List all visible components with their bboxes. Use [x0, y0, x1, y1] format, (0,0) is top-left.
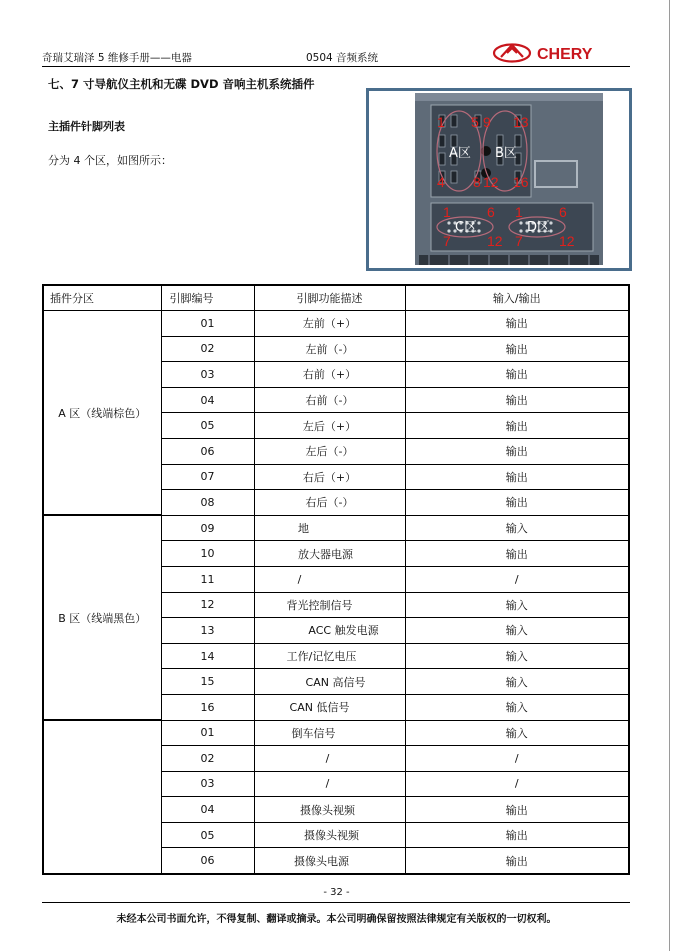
- io-cell: 输出: [405, 541, 629, 567]
- d-label-1: 1: [515, 204, 523, 220]
- page-number: - 32 -: [323, 887, 350, 898]
- pin-description-text: 左后（-）: [305, 445, 354, 459]
- pin-description-cell: [254, 490, 405, 516]
- zone-c-label: C区: [455, 220, 478, 235]
- page-header: [42, 48, 630, 66]
- io-cell: 输入: [405, 618, 629, 644]
- pin-description-cell: [254, 797, 405, 823]
- pin-label-16: 16: [513, 174, 529, 190]
- pin-description-text: 摄像头电源: [294, 854, 349, 868]
- pin-description-text: 倒车信号: [291, 726, 336, 740]
- copyright-footer: 未经本公司书面允许，不得复制、翻译或摘录。本公司明确保留按照法律规定有关版权的一切权利。: [116, 914, 557, 925]
- header-io: 输入/输出: [405, 285, 629, 311]
- pin-number-cell: 02: [161, 336, 254, 362]
- pin-description-cell: [254, 618, 405, 644]
- pin-label-12: 12: [483, 174, 499, 190]
- pin-number-cell: 06: [161, 848, 254, 874]
- pin-description-text: CAN 高信号: [305, 675, 366, 689]
- pin-number-cell: 06: [161, 438, 254, 464]
- pin-label-1: 1: [437, 114, 445, 130]
- pin-number-cell: 12: [161, 592, 254, 618]
- c-label-6: 6: [487, 204, 495, 220]
- pin-description-cell: [254, 438, 405, 464]
- pin-description-text: /: [297, 572, 302, 586]
- pin-number-cell: 05: [161, 413, 254, 439]
- pin-description-cell: [254, 669, 405, 695]
- pin-label-5: 5: [471, 114, 479, 130]
- pin-description-cell: [254, 771, 405, 797]
- pin-number-cell: 09: [161, 515, 254, 541]
- io-cell: 输出: [405, 822, 629, 848]
- pin-description-cell: [254, 566, 405, 592]
- table-row: [43, 311, 629, 337]
- zone-cell: A 区（线端棕色）: [43, 311, 161, 516]
- io-cell: 输出: [405, 438, 629, 464]
- pin-number-cell: 01: [161, 720, 254, 746]
- io-cell: 输入: [405, 643, 629, 669]
- pin-description-text: 左前（+）: [302, 317, 357, 331]
- pin-description-cell: [254, 413, 405, 439]
- zone-cell: [43, 720, 161, 874]
- d-label-12: 12: [559, 233, 575, 249]
- io-cell: 输出: [405, 362, 629, 388]
- pin-label-4: 4: [437, 174, 445, 190]
- io-cell: 输出: [405, 311, 629, 337]
- io-cell: /: [405, 771, 629, 797]
- io-cell: 输入: [405, 592, 629, 618]
- pin-number-cell: 08: [161, 490, 254, 516]
- pin-description-text: 摄像头视频: [304, 829, 359, 843]
- zone-a-label: A区: [449, 146, 471, 161]
- header-rule: [42, 66, 630, 67]
- pin-description-cell: [254, 643, 405, 669]
- pin-number-cell: 13: [161, 618, 254, 644]
- pin-description-cell: [254, 362, 405, 388]
- pin-description-text: 右前（-）: [305, 394, 354, 408]
- pin-description-cell: [254, 822, 405, 848]
- zone-cell: B 区（线端黑色）: [43, 515, 161, 720]
- zone-d-label: D区: [527, 220, 551, 235]
- io-cell: /: [405, 746, 629, 772]
- chery-logo-text: CHERY: [537, 46, 593, 63]
- pin-number-cell: 07: [161, 464, 254, 490]
- pin-number-cell: 14: [161, 643, 254, 669]
- header-chapter: 0504 音频系统: [306, 52, 379, 64]
- footer-rule: [42, 902, 630, 903]
- io-cell: 输出: [405, 490, 629, 516]
- io-cell: 输出: [405, 413, 629, 439]
- section-title: 七、7 寸导航仪主机和无碟 DVD 音响主机系统插件: [48, 77, 315, 91]
- io-cell: 输出: [405, 387, 629, 413]
- pin-description-cell: [254, 336, 405, 362]
- pin-number-cell: 03: [161, 362, 254, 388]
- pin-description-text: 右后（+）: [302, 470, 357, 484]
- io-cell: /: [405, 566, 629, 592]
- pin-number-cell: 04: [161, 797, 254, 823]
- pin-description-cell: [254, 746, 405, 772]
- io-cell: 输出: [405, 336, 629, 362]
- pin-description-cell: [254, 694, 405, 720]
- pin-description-cell: [254, 311, 405, 337]
- pin-label-9: 9: [483, 114, 491, 130]
- pin-number-cell: 10: [161, 541, 254, 567]
- header-manual-title: 奇瑞艾瑞泽 5 维修手册——电器: [42, 52, 192, 64]
- d-label-7: 7: [515, 233, 523, 249]
- io-cell: 输出: [405, 464, 629, 490]
- pin-description-text: 左后（+）: [302, 419, 357, 433]
- io-cell: 输入: [405, 694, 629, 720]
- io-cell: 输出: [405, 797, 629, 823]
- header-pin: 引脚编号: [161, 285, 254, 311]
- pin-label-8: 8: [473, 174, 481, 190]
- io-cell: 输入: [405, 669, 629, 695]
- pin-description-text: 放大器电源: [298, 547, 353, 561]
- pin-description-text: 左前（-）: [305, 342, 354, 356]
- pin-label-13: 13: [513, 114, 529, 130]
- pin-number-cell: 02: [161, 746, 254, 772]
- c-label-7: 7: [443, 233, 451, 249]
- pin-number-cell: 05: [161, 822, 254, 848]
- pin-table: [42, 284, 630, 875]
- connector-photo: [369, 91, 629, 268]
- pin-description-text: 右后（-）: [305, 496, 354, 510]
- d-label-6: 6: [559, 204, 567, 220]
- pin-description-cell: [254, 387, 405, 413]
- pin-description-text: 工作/记忆电压: [286, 650, 357, 664]
- io-cell: 输入: [405, 720, 629, 746]
- header-desc: 引脚功能描述: [254, 285, 405, 311]
- header-zone: 插件分区: [43, 285, 161, 311]
- connector-diagram: [366, 88, 632, 271]
- table-row: [43, 515, 629, 541]
- io-cell: 输入: [405, 515, 629, 541]
- pin-description-text: 地: [298, 522, 309, 536]
- pin-description-cell: [254, 720, 405, 746]
- pin-description-cell: [254, 464, 405, 490]
- pin-number-cell: 11: [161, 566, 254, 592]
- pin-number-cell: 15: [161, 669, 254, 695]
- pin-description-text: 摄像头视频: [300, 803, 355, 817]
- c-label-12: 12: [487, 233, 503, 249]
- pin-number-cell: 16: [161, 694, 254, 720]
- io-cell: 输出: [405, 848, 629, 874]
- page-edge: [669, 0, 670, 951]
- pin-description-text: CAN 低信号: [289, 701, 350, 715]
- pin-description-text: ACC 触发电源: [308, 624, 379, 638]
- description: 分为 4 个区，如图所示：: [48, 154, 172, 167]
- pin-description-text: 背光控制信号: [286, 598, 353, 612]
- pin-number-cell: 03: [161, 771, 254, 797]
- pin-description-text: /: [325, 777, 330, 791]
- zone-b-label: B区: [495, 146, 517, 161]
- pin-number-cell: 04: [161, 387, 254, 413]
- pin-description-cell: [254, 541, 405, 567]
- pin-description-cell: [254, 515, 405, 541]
- c-label-1: 1: [443, 204, 451, 220]
- pin-description-cell: [254, 848, 405, 874]
- table-header-row: [43, 285, 629, 311]
- pin-number-cell: 01: [161, 311, 254, 337]
- chery-logo: [490, 42, 630, 64]
- pin-description-cell: [254, 592, 405, 618]
- pin-description-text: /: [325, 751, 330, 765]
- sub-title: 主插件针脚列表: [48, 120, 125, 133]
- table-row: [43, 720, 629, 746]
- pin-description-text: 右前（+）: [302, 368, 357, 382]
